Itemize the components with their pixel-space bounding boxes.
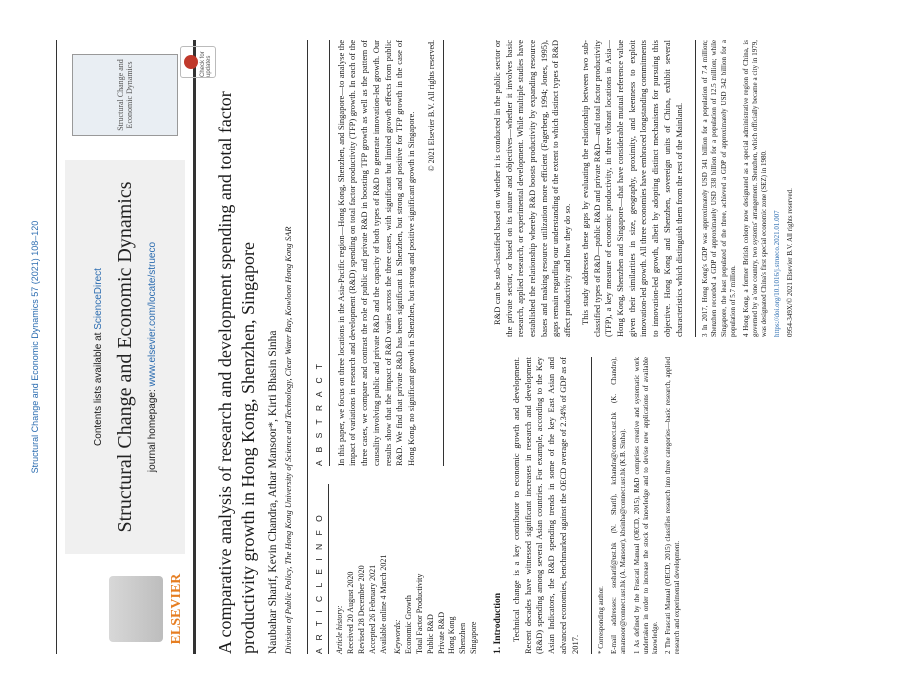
footnote-2: 2 The Frascati Manual (OECD, 2015) classifies research into three categories—basic research, applied research and experimental development.: [663, 357, 681, 654]
journal-cover-image: Structural Change and Economic Dynamics: [72, 54, 178, 136]
body-columns: [492, 40, 799, 654]
history-item: Available online 4 March 2021: [378, 554, 388, 654]
contents-line: Contents lists available at ScienceDirect: [92, 268, 104, 446]
history-item: Revised 28 December 2020: [357, 565, 367, 654]
sciencedirect-link[interactable]: ScienceDirect: [92, 268, 104, 330]
right-column: [492, 40, 799, 337]
footnote-4: 4 Hong Kong, a former British colony now designated as a special administrative region of China, is governed by a 'one country, two systems' arrangement. Shenzhen, which officially became a city in 1979, was designated China's first special economic zone (SEZ) in 1980.: [741, 40, 768, 337]
crossmark-badge[interactable]: Check for updates: [180, 46, 216, 78]
keyword: Shenzhen: [458, 622, 468, 654]
intro-paragraph: R&D can be sub-classified based on whether it is conducted in the public sector or the private sector, or based on its nature and objectives—whether it involves basic research, applied research, or experimental development. While multiple studies have established the relationship whereby R&D boosts productivity by expanding resource bases and making resource utilization more efficient (Fagerberg, 1994; Jones, 1995), gaps remain regarding our understanding of the extent to which distinct types of R&D affect productivity and how they do so.: [491, 40, 573, 337]
keyword: Total Factor Productivity: [415, 573, 425, 654]
journal-cover: [65, 40, 185, 150]
keyword: Economic Growth: [404, 595, 414, 654]
publisher-logo: [65, 564, 185, 654]
intro-paragraph: This study addresses these gaps by evaluating the relationship between two sub-classified types of R&D—public R&D and private R&D—and total factor productivity (TFP), a key measure of economic productivity, in three vibrant locations in Asia—Hong Kong, Shenzhen and Singapore—that have considerable mutual reference value given their similarities in size, geography, proximity, and keenness to exploit innovation-led growth. All three economies have embraced longstanding commitments to innovation-led growth, albeit by adopting distinct mechanisms for pursuing this objective. Hong Kong and Shenzhen, sovereign units of China, exhibit several characteristics which distinguish them from the rest of the Mainland.: [579, 40, 684, 337]
abstract: [314, 40, 480, 466]
article-title: A comparative analysis of research and development spending and total factor productivity growth in Hong Kong, Shenzhen, Singapore: [215, 91, 258, 654]
abstract-label: A B S T R A C T: [314, 40, 330, 466]
author-list: Naubahar Sharif, Kevin Chandra, Athar Mansoor*, Kirti Bhasin Sinha: [267, 330, 279, 654]
keyword: Singapore: [469, 621, 479, 654]
journal-header: [65, 160, 185, 554]
abstract-text: In this paper, we focus on three locations in the Asia-Pacific region—Hong Kong, Shenzhen, and Singapore—to analyse the impact of variations in research and development (R&D) spending on total factor productivity (TFP) growth. In each of the three cases, we compare and contrast the role of public and private R&D in boosting TFP growth as well as the pattern of causality involving public and private R&D and the capacity of both types of R&D to generate innovation-led growth. Our results show that the impact of R&D varies across the three cases, with significant but limited growth effects from public R&D. We find that private R&D has been significant in Shenzhen, but strong and positive for TFP growth in the case of Hong Kong, no significant growth in Shenzhen, but strong and positive significant growth in Singapore.: [335, 40, 417, 466]
article-info-label: A R T I C L E I N F O: [314, 484, 329, 654]
journal-masthead: [56, 40, 196, 654]
footnotes: [591, 357, 682, 654]
left-column: [492, 357, 799, 654]
elsevier-tree-icon: [109, 576, 163, 642]
intro-heading: 1. Introduction: [492, 592, 503, 654]
journal-citation[interactable]: Structural Change and Economic Dynamics 57 (2021) 108–120: [30, 220, 40, 474]
homepage-line: journal homepage: www.elsevier.com/locate/strueco: [146, 241, 158, 473]
history-item: Accepted 26 February 2021: [367, 564, 377, 654]
footnote-1: 1 As defined by the Frascati Manual (OECD, 2015), R&D comprises creative and systematic work undertaken in order to increase the stock of knowledge and to devise new applications of available knowledge.: [632, 357, 659, 654]
crossmark-icon: [184, 55, 198, 69]
footnotes-right: [695, 40, 795, 337]
author-affiliation: Division of Public Policy, The Hong Kong University of Science and Technology, Clear Water Bay, Kowloon Hong Kong SAR: [283, 226, 293, 654]
issn-line: 0954-349X/© 2021 Elsevier B.V. All rights reserved.: [786, 188, 795, 337]
footnote-emails[interactable]: E-mail addresses: sosharif@ust.hk (N. Sharif), kchandra@connect.ust.hk (K. Chandra), amansoor@connect.ust.hk (A. Mansoor), kbsinha@connect.ust.hk (K.B. Sinha).: [610, 357, 628, 654]
keyword: Public R&D: [425, 614, 435, 654]
history-item: Received 20 August 2020: [346, 571, 356, 654]
abstract-copyright: © 2021 Elsevier B.V. All rights reserved.: [426, 40, 444, 466]
keyword: Private R&D: [436, 612, 446, 654]
keywords-heading: Keywords:: [393, 619, 403, 654]
article-info: [314, 484, 480, 654]
keyword: Hong Kong: [447, 616, 457, 654]
history-heading: Article history:: [335, 605, 345, 654]
doi-link[interactable]: https://doi.org/10.1016/j.strueco.2021.01.007: [772, 210, 781, 337]
footnote-3: 3 In 2017, Hong Kong's GDP was approximately USD 341 billion for a population of 7.4 million; Shenzhen recorded a GDP of approximately USD 338 billion for a population of 12.5 million; while Singapore, the least populated of the three, achieved a GDP of approximately USD 342 billion for a population of 5.7 million.: [701, 40, 737, 337]
journal-title: Structural Change and Economic Dynamics: [113, 181, 136, 533]
info-abstract-block: [307, 40, 480, 654]
intro-paragraph: Technical change is a key contributor to economic growth and development. Recent decades have witnessed significant increases in research and development (R&D) spending among several Asian countries. For example, according to the Key Asian Indicators, the R&D spending trends in some of the key East Asian and advanced economies, benchmarked against the OECD average of 2.34% of GDP as of 2017.: [510, 357, 580, 654]
publisher-name: ELSEVIER: [169, 573, 184, 645]
footnote-corresponding: * Corresponding author.: [597, 586, 606, 654]
journal-homepage-link[interactable]: www.elsevier.com/locate/strueco: [146, 241, 158, 387]
